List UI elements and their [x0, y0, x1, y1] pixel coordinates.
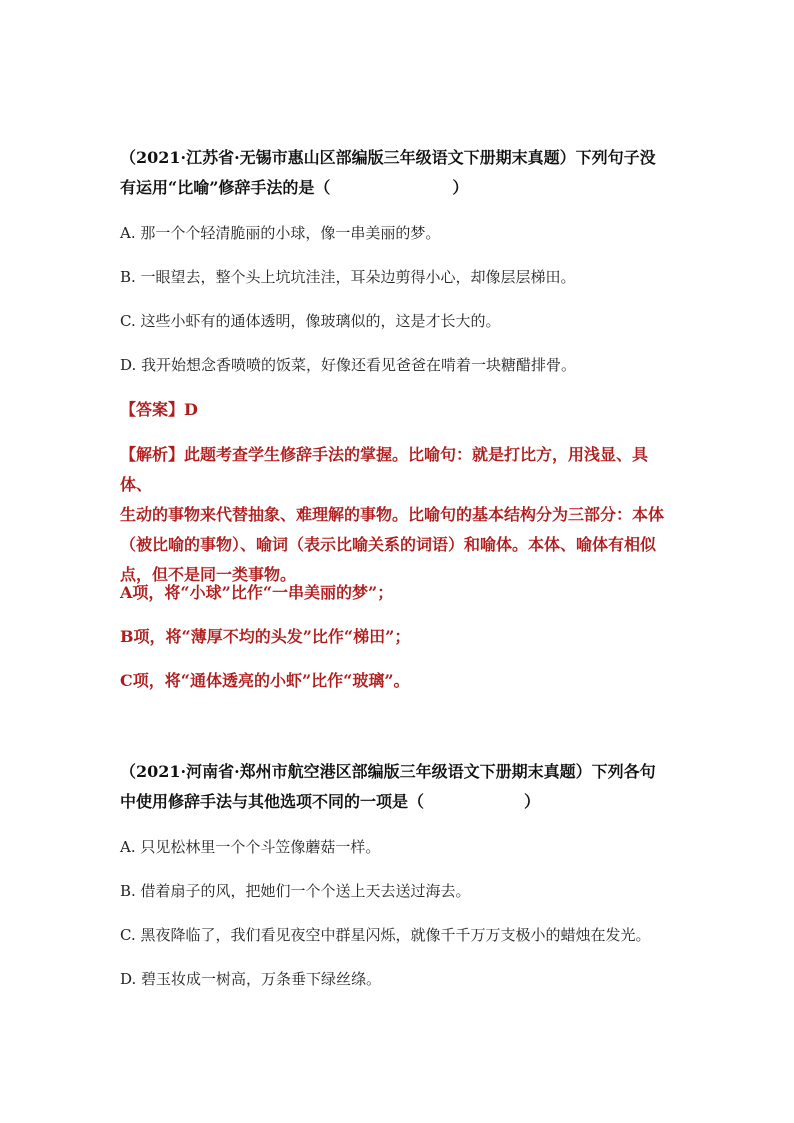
question-2-option-d: D. 碧玉妆成一树高，万条垂下绿丝绦。 [120, 970, 382, 988]
analysis-line-4: 点，但不是同一类事物。 [120, 565, 297, 584]
question-2-option-b: B. 借着扇子的风，把她们一个个送上天去送过海去。 [120, 882, 471, 900]
answer-label: 【答案】 [120, 400, 185, 419]
question-1-stem-close: ） [452, 178, 469, 197]
analysis-label: 【解析】 [120, 445, 185, 464]
analysis-item-a: A项，将“小球”比作“一串美丽的梦”； [120, 583, 394, 602]
analysis-line-1: 此题考查学生修辞手法的掌握。比喻句：就是打比方，用浅显、具体、 [120, 445, 649, 494]
question-1-stem [120, 143, 680, 203]
answer-line [120, 395, 680, 425]
question-2-stem [120, 757, 680, 817]
analysis-item-c: C项，将“通体透亮的小虾”比作“玻璃”。 [120, 671, 410, 690]
question-1-option-c: C. 这些小虾有的通体透明，像玻璃似的，这是才长大的。 [120, 312, 501, 330]
analysis-line-2: 生动的事物来代替抽象、难理解的事物。比喻句的基本结构分为三部分：本体 [120, 505, 665, 524]
question-1-option-a: A. 那一个个轻清脆丽的小球，像一串美丽的梦。 [120, 224, 441, 242]
question-1-stem-line1: （2021·江苏省·无锡市惠山区部编版三年级语文下册期末真题）下列句子没 [120, 148, 656, 167]
question-2-stem-close: ） [524, 792, 541, 811]
question-2-option-a: A. 只见松林里一个个斗笠像蘑菇一样。 [120, 838, 381, 856]
analysis-paragraph [120, 440, 680, 590]
question-2-option-c: C. 黑夜降临了，我们看见夜空中群星闪烁，就像千千万万支极小的蜡烛在发光。 [120, 926, 651, 944]
analysis-item-b: B项，将“薄厚不均的头发”比作“梯田”； [120, 627, 411, 646]
analysis-line-3: （被比喻的事物）、喻词（表示比喻关系的词语）和喻体。本体、喻体有相似 [120, 535, 657, 554]
answer-value: D [184, 400, 198, 419]
question-2-stem-line1: （2021·河南省·郑州市航空港区部编版三年级语文下册期末真题）下列各句 [120, 762, 656, 781]
question-2-stem-line2: 中使用修辞手法与其他选项不同的一项是（ [120, 792, 425, 811]
question-1-option-d: D. 我开始想念香喷喷的饭菜，好像还看见爸爸在啃着一块糖醋排骨。 [120, 356, 577, 374]
question-1-stem-line2: 有运用“比喻”修辞手法的是（ [120, 178, 331, 197]
question-1-option-b: B. 一眼望去，整个头上坑坑洼洼，耳朵边剪得小心，却像层层梯田。 [120, 268, 576, 286]
